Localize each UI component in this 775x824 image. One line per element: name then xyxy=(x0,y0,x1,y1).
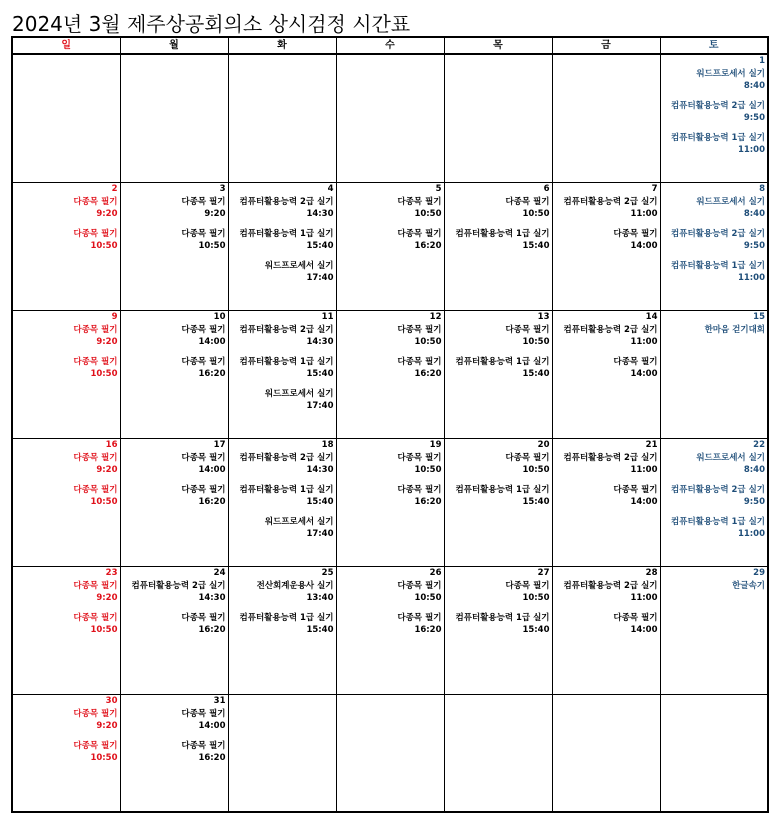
exam-event xyxy=(661,260,768,284)
calendar-day-cell xyxy=(228,183,336,311)
exam-event xyxy=(661,452,768,476)
calendar-day-cell xyxy=(660,183,768,311)
exam-event xyxy=(121,708,228,732)
exam-event xyxy=(229,580,336,604)
exam-event xyxy=(121,740,228,764)
exam-event xyxy=(337,228,444,252)
exam-time: 15:40 xyxy=(306,625,334,635)
exam-event xyxy=(337,356,444,380)
exam-name: 컴퓨터활용능력 1급 실기 xyxy=(455,613,550,623)
calendar-day-cell xyxy=(444,695,552,813)
exam-name: 컴퓨터활용능력 1급 실기 xyxy=(671,261,765,271)
exam-time: 14:30 xyxy=(306,209,334,219)
exam-event xyxy=(445,484,552,508)
exam-time: 14:00 xyxy=(198,721,226,731)
exam-name: 컴퓨터활용능력 1급 실기 xyxy=(671,517,765,527)
weekday-header-fri: 금 xyxy=(552,37,660,54)
exam-name: 컴퓨터활용능력 1급 실기 xyxy=(239,357,334,367)
day-number: 22 xyxy=(753,440,765,450)
calendar-body xyxy=(12,54,768,812)
exam-name: 다종목 필기 xyxy=(505,325,550,335)
exam-event xyxy=(229,324,336,348)
exam-time: 9:20 xyxy=(96,593,118,603)
day-number: 17 xyxy=(213,440,226,450)
exam-event xyxy=(13,452,120,476)
calendar-day-cell xyxy=(552,695,660,813)
exam-event xyxy=(13,324,120,348)
exam-event xyxy=(553,228,660,252)
exam-time: 15:40 xyxy=(306,369,334,379)
exam-time: 10:50 xyxy=(522,337,550,347)
exam-time: 10:50 xyxy=(90,753,118,763)
exam-time: 10:50 xyxy=(414,465,442,475)
exam-event xyxy=(661,196,768,220)
exam-time: 10:50 xyxy=(414,209,442,219)
calendar-day-cell xyxy=(552,54,660,183)
exam-time: 17:40 xyxy=(306,529,334,539)
calendar-day-cell xyxy=(120,183,228,311)
exam-event xyxy=(661,100,768,124)
exam-event xyxy=(553,484,660,508)
exam-event xyxy=(121,580,228,604)
exam-name: 다종목 필기 xyxy=(73,357,118,367)
day-number: 29 xyxy=(753,568,765,578)
exam-time: 9:20 xyxy=(96,209,118,219)
exam-name: 다종목 필기 xyxy=(397,453,442,463)
calendar-day-cell xyxy=(228,311,336,439)
exam-name: 컴퓨터활용능력 2급 실기 xyxy=(563,197,658,207)
exam-name: 다종목 필기 xyxy=(505,453,550,463)
exam-name: 컴퓨터활용능력 2급 실기 xyxy=(239,453,334,463)
calendar-day-cell xyxy=(444,567,552,695)
day-number: 28 xyxy=(645,568,658,578)
calendar-day-cell xyxy=(660,695,768,813)
exam-time: 11:00 xyxy=(737,273,765,283)
exam-name: 다종목 필기 xyxy=(73,613,118,623)
exam-event xyxy=(337,612,444,636)
exam-name: 다종목 필기 xyxy=(397,357,442,367)
exam-event xyxy=(229,228,336,252)
day-number: 20 xyxy=(537,440,550,450)
day-number xyxy=(445,55,552,68)
day-number: 21 xyxy=(645,440,658,450)
exam-name: 컴퓨터활용능력 1급 실기 xyxy=(239,485,334,495)
exam-time: 16:20 xyxy=(414,369,442,379)
exam-name: 다종목 필기 xyxy=(181,357,226,367)
exam-time: 10:50 xyxy=(90,497,118,507)
exam-time: 11:00 xyxy=(737,529,765,539)
exam-name: 컴퓨터활용능력 2급 실기 xyxy=(131,581,226,591)
exam-event xyxy=(229,196,336,220)
exam-event xyxy=(13,484,120,508)
exam-time: 10:50 xyxy=(90,369,118,379)
exam-time: 14:00 xyxy=(198,465,226,475)
weekday-header-row xyxy=(12,37,768,54)
exam-name: 워드프로세서 실기 xyxy=(264,261,334,271)
exam-time: 17:40 xyxy=(306,401,334,411)
exam-name: 다종목 필기 xyxy=(73,197,118,207)
calendar-day-cell xyxy=(120,439,228,567)
exam-event xyxy=(445,612,552,636)
exam-name: 다종목 필기 xyxy=(505,197,550,207)
exam-event xyxy=(13,196,120,220)
exam-time: 8:40 xyxy=(743,81,765,91)
calendar-week-row xyxy=(12,183,768,311)
calendar-day-cell xyxy=(444,439,552,567)
exam-name: 다종목 필기 xyxy=(181,453,226,463)
exam-time: 15:40 xyxy=(306,497,334,507)
exam-name: 전산회계운용사 실기 xyxy=(256,581,334,591)
exam-event xyxy=(661,228,768,252)
exam-time: 14:00 xyxy=(630,241,658,251)
calendar-day-cell xyxy=(120,567,228,695)
calendar-day-cell xyxy=(336,695,444,813)
exam-time: 10:50 xyxy=(522,593,550,603)
calendar-day-cell xyxy=(444,311,552,439)
calendar-day-cell xyxy=(660,54,768,183)
calendar-day-cell xyxy=(228,695,336,813)
day-number: 5 xyxy=(435,184,442,194)
exam-event xyxy=(13,612,120,636)
exam-event xyxy=(445,196,552,220)
calendar-day-cell xyxy=(228,439,336,567)
exam-name: 한글속기 xyxy=(732,581,765,591)
exam-time: 16:20 xyxy=(414,625,442,635)
calendar-day-cell xyxy=(552,567,660,695)
exam-time: 13:40 xyxy=(306,593,334,603)
exam-name: 다종목 필기 xyxy=(73,709,118,719)
exam-time: 10:50 xyxy=(414,337,442,347)
exam-time: 14:00 xyxy=(198,337,226,347)
exam-time: 14:30 xyxy=(306,337,334,347)
exam-name: 다종목 필기 xyxy=(397,581,442,591)
exam-name: 다종목 필기 xyxy=(181,741,226,751)
exam-name: 다종목 필기 xyxy=(73,741,118,751)
day-number: 24 xyxy=(213,568,226,578)
exam-name: 다종목 필기 xyxy=(181,485,226,495)
exam-time: 16:20 xyxy=(414,497,442,507)
day-number: 6 xyxy=(543,184,550,194)
calendar-day-cell xyxy=(552,439,660,567)
exam-time: 14:00 xyxy=(630,369,658,379)
calendar-day-cell xyxy=(444,183,552,311)
calendar-day-cell xyxy=(336,54,444,183)
exam-name: 컴퓨터활용능력 1급 실기 xyxy=(455,485,550,495)
weekday-header-mon: 월 xyxy=(120,37,228,54)
calendar-day-cell xyxy=(12,311,120,439)
exam-name: 다종목 필기 xyxy=(73,325,118,335)
exam-time: 15:40 xyxy=(522,497,550,507)
exam-name: 컴퓨터활용능력 1급 실기 xyxy=(455,357,550,367)
exam-event xyxy=(337,580,444,604)
exam-event xyxy=(229,260,336,284)
day-number: 16 xyxy=(105,440,118,450)
weekday-header-tue: 화 xyxy=(228,37,336,54)
exam-time: 16:20 xyxy=(198,369,226,379)
exam-time: 9:50 xyxy=(743,113,765,123)
exam-time: 9:20 xyxy=(96,465,118,475)
exam-event xyxy=(553,452,660,476)
calendar-day-cell xyxy=(120,54,228,183)
day-number xyxy=(445,695,552,708)
exam-name: 다종목 필기 xyxy=(505,581,550,591)
exam-time: 10:50 xyxy=(90,241,118,251)
calendar-day-cell xyxy=(336,567,444,695)
exam-event xyxy=(13,708,120,732)
exam-name: 컴퓨터활용능력 1급 실기 xyxy=(239,613,334,623)
exam-event xyxy=(661,68,768,92)
exam-name: 다종목 필기 xyxy=(181,325,226,335)
exam-time: 15:40 xyxy=(522,625,550,635)
exam-event xyxy=(229,356,336,380)
exam-event xyxy=(445,324,552,348)
exam-name: 워드프로세서 실기 xyxy=(264,389,334,399)
calendar-day-cell xyxy=(336,439,444,567)
exam-time: 17:40 xyxy=(306,273,334,283)
calendar-day-cell xyxy=(660,311,768,439)
exam-time: 15:40 xyxy=(522,369,550,379)
exam-event xyxy=(121,612,228,636)
exam-name: 다종목 필기 xyxy=(613,485,658,495)
exam-event xyxy=(121,356,228,380)
exam-time: 10:50 xyxy=(90,625,118,635)
exam-event xyxy=(445,452,552,476)
day-number: 15 xyxy=(753,312,765,322)
calendar-week-row xyxy=(12,54,768,183)
exam-time: 14:00 xyxy=(630,497,658,507)
day-number xyxy=(13,55,120,68)
calendar-day-cell xyxy=(660,567,768,695)
exam-name: 다종목 필기 xyxy=(181,197,226,207)
calendar-week-row xyxy=(12,311,768,439)
day-number: 14 xyxy=(645,312,658,322)
day-number: 8 xyxy=(759,184,765,194)
exam-time: 9:20 xyxy=(96,337,118,347)
exam-event xyxy=(661,324,768,336)
day-number xyxy=(553,695,660,708)
calendar-day-cell xyxy=(336,183,444,311)
exam-name: 컴퓨터활용능력 1급 실기 xyxy=(239,229,334,239)
calendar-day-cell xyxy=(120,695,228,813)
calendar-day-cell xyxy=(120,311,228,439)
exam-time: 14:30 xyxy=(198,593,226,603)
day-number: 12 xyxy=(429,312,442,322)
exam-event xyxy=(13,740,120,764)
exam-event xyxy=(553,356,660,380)
exam-event xyxy=(553,324,660,348)
exam-time: 15:40 xyxy=(306,241,334,251)
exam-time: 10:50 xyxy=(522,209,550,219)
exam-event xyxy=(337,196,444,220)
exam-name: 다종목 필기 xyxy=(397,485,442,495)
exam-name: 다종목 필기 xyxy=(181,709,226,719)
exam-time: 10:50 xyxy=(522,465,550,475)
weekday-header-thu: 목 xyxy=(444,37,552,54)
calendar-day-cell xyxy=(336,311,444,439)
exam-name: 다종목 필기 xyxy=(73,581,118,591)
exam-event xyxy=(553,580,660,604)
exam-event xyxy=(445,356,552,380)
exam-name: 컴퓨터활용능력 2급 실기 xyxy=(671,485,765,495)
exam-name: 컴퓨터활용능력 2급 실기 xyxy=(563,325,658,335)
exam-event xyxy=(13,580,120,604)
exam-name: 워드프로세서 실기 xyxy=(696,453,765,463)
day-number: 10 xyxy=(213,312,226,322)
exam-name: 워드프로세서 실기 xyxy=(696,197,765,207)
day-number: 26 xyxy=(429,568,442,578)
exam-name: 다종목 필기 xyxy=(397,197,442,207)
exam-time: 10:50 xyxy=(198,241,226,251)
exam-name: 다종목 필기 xyxy=(397,229,442,239)
exam-time: 10:50 xyxy=(414,593,442,603)
calendar-day-cell xyxy=(12,183,120,311)
day-number: 2 xyxy=(111,184,118,194)
exam-name: 다종목 필기 xyxy=(613,613,658,623)
exam-event xyxy=(445,580,552,604)
exam-name: 컴퓨터활용능력 2급 실기 xyxy=(563,453,658,463)
calendar-week-row xyxy=(12,695,768,813)
exam-event xyxy=(121,452,228,476)
exam-name: 다종목 필기 xyxy=(181,613,226,623)
exam-event xyxy=(661,580,768,592)
calendar-day-cell xyxy=(12,54,120,183)
calendar-day-cell xyxy=(552,183,660,311)
calendar-day-cell xyxy=(228,567,336,695)
exam-name: 컴퓨터활용능력 2급 실기 xyxy=(671,229,765,239)
weekday-header-wed: 수 xyxy=(336,37,444,54)
exam-name: 컴퓨터활용능력 2급 실기 xyxy=(563,581,658,591)
day-number: 3 xyxy=(219,184,226,194)
exam-time: 9:20 xyxy=(204,209,226,219)
calendar-week-row xyxy=(12,439,768,567)
calendar-day-cell xyxy=(660,439,768,567)
exam-event xyxy=(121,196,228,220)
exam-name: 다종목 필기 xyxy=(181,229,226,239)
exam-time: 11:00 xyxy=(630,593,658,603)
exam-time: 11:00 xyxy=(737,145,765,155)
exam-name: 컴퓨터활용능력 2급 실기 xyxy=(239,325,334,335)
calendar-day-cell xyxy=(12,439,120,567)
day-number: 19 xyxy=(429,440,442,450)
exam-time: 16:20 xyxy=(414,241,442,251)
exam-event xyxy=(229,452,336,476)
exam-name: 워드프로세서 실기 xyxy=(696,69,765,79)
exam-event xyxy=(661,132,768,156)
exam-event xyxy=(445,228,552,252)
exam-event xyxy=(661,516,768,540)
exam-name: 다종목 필기 xyxy=(613,229,658,239)
exam-event xyxy=(553,612,660,636)
day-number: 30 xyxy=(105,696,118,706)
exam-name: 다종목 필기 xyxy=(397,325,442,335)
exam-time: 11:00 xyxy=(630,209,658,219)
day-number: 25 xyxy=(321,568,334,578)
calendar-day-cell xyxy=(552,311,660,439)
day-number: 7 xyxy=(651,184,658,194)
exam-name: 워드프로세서 실기 xyxy=(264,517,334,527)
day-number xyxy=(229,695,336,708)
day-number xyxy=(337,695,444,708)
exam-time: 8:40 xyxy=(743,209,765,219)
exam-name: 다종목 필기 xyxy=(73,453,118,463)
exam-event xyxy=(661,484,768,508)
exam-event xyxy=(229,612,336,636)
calendar-day-cell xyxy=(12,567,120,695)
exam-time: 11:00 xyxy=(630,465,658,475)
day-number: 18 xyxy=(321,440,334,450)
weekday-header-sun: 일 xyxy=(12,37,120,54)
weekday-header-sat: 토 xyxy=(660,37,768,54)
exam-time: 16:20 xyxy=(198,497,226,507)
exam-event xyxy=(337,324,444,348)
day-number xyxy=(337,55,444,68)
exam-time: 9:20 xyxy=(96,721,118,731)
day-number: 4 xyxy=(327,184,334,194)
day-number: 23 xyxy=(105,568,118,578)
exam-event xyxy=(553,196,660,220)
day-number: 1 xyxy=(759,56,765,66)
exam-time: 15:40 xyxy=(522,241,550,251)
exam-time: 9:50 xyxy=(743,241,765,251)
calendar-table xyxy=(11,36,769,813)
exam-name: 컴퓨터활용능력 1급 실기 xyxy=(455,229,550,239)
exam-name: 다종목 필기 xyxy=(397,613,442,623)
exam-name: 한마음 걷기대회 xyxy=(704,325,765,335)
exam-name: 컴퓨터활용능력 1급 실기 xyxy=(671,133,765,143)
day-number: 31 xyxy=(213,696,226,706)
day-number: 27 xyxy=(537,568,550,578)
exam-event xyxy=(229,484,336,508)
day-number xyxy=(121,55,228,68)
page-title: 2024년 3월 제주상공회의소 상시검정 시간표 xyxy=(12,12,411,36)
day-number: 13 xyxy=(537,312,550,322)
exam-name: 다종목 필기 xyxy=(73,485,118,495)
exam-time: 14:00 xyxy=(630,625,658,635)
exam-name: 다종목 필기 xyxy=(613,357,658,367)
calendar-day-cell xyxy=(444,54,552,183)
calendar-day-cell xyxy=(228,54,336,183)
exam-name: 컴퓨터활용능력 2급 실기 xyxy=(239,197,334,207)
day-number xyxy=(553,55,660,68)
exam-event xyxy=(13,356,120,380)
exam-time: 16:20 xyxy=(198,753,226,763)
exam-time: 16:20 xyxy=(198,625,226,635)
exam-event xyxy=(229,516,336,540)
day-number: 9 xyxy=(111,312,118,322)
day-number xyxy=(661,695,768,708)
exam-event xyxy=(337,484,444,508)
exam-time: 8:40 xyxy=(743,465,765,475)
exam-time: 11:00 xyxy=(630,337,658,347)
exam-time: 9:50 xyxy=(743,497,765,507)
calendar-day-cell xyxy=(12,695,120,813)
day-number xyxy=(229,55,336,68)
exam-event xyxy=(13,228,120,252)
exam-time: 14:30 xyxy=(306,465,334,475)
exam-event xyxy=(337,452,444,476)
exam-event xyxy=(121,228,228,252)
calendar-week-row xyxy=(12,567,768,695)
exam-event xyxy=(121,324,228,348)
exam-event xyxy=(121,484,228,508)
exam-event xyxy=(229,388,336,412)
exam-name: 다종목 필기 xyxy=(73,229,118,239)
day-number: 11 xyxy=(321,312,334,322)
exam-name: 컴퓨터활용능력 2급 실기 xyxy=(671,101,765,111)
